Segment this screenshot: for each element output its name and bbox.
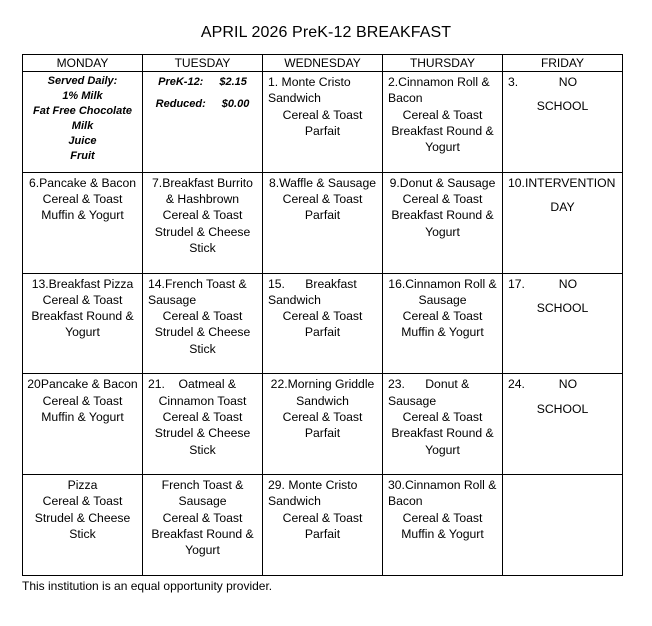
footer-note: This institution is an equal opportunity provider. xyxy=(22,579,273,593)
week-row xyxy=(23,72,623,173)
menu-line: 8.Waffle & Sausage xyxy=(268,175,377,190)
menu-line: 16.Cinnamon Roll & xyxy=(388,276,497,291)
menu-line: French Toast & xyxy=(161,478,244,493)
day-header-row xyxy=(23,55,623,72)
menu-line: Yogurt xyxy=(425,442,460,457)
menu-line: Sausage xyxy=(178,494,227,509)
price-prek-row xyxy=(143,74,262,90)
menu-cell-apr-13 xyxy=(23,273,143,374)
page-title: APRIL 2026 PreK-12 BREAKFAST xyxy=(200,24,452,41)
menu-line: Muffin & Yogurt xyxy=(41,208,124,223)
menu-line: Cereal & Toast xyxy=(282,107,363,122)
menu-line: 30.Cinnamon Roll & xyxy=(388,478,497,493)
menu-line: Cereal & Toast xyxy=(282,510,363,525)
menu-line: 22.Morning Griddle xyxy=(270,377,375,392)
day-header-monday: MONDAY xyxy=(23,55,143,72)
menu-cell-apr-24 xyxy=(503,374,623,475)
menu-line: Sausage xyxy=(388,393,437,408)
menu-cell-apr-23 xyxy=(383,374,503,475)
menu-line: 10.INTERVENTION xyxy=(508,175,616,190)
served-daily-item: Milk xyxy=(71,120,94,132)
menu-cell-apr-16 xyxy=(383,273,503,374)
menu-line: 3. NO xyxy=(508,75,578,89)
menu-line: & Hashbrown xyxy=(165,192,240,207)
price-prek-label: PreK-12: xyxy=(158,76,204,88)
menu-line: Parfait xyxy=(304,426,341,441)
menu-cell-apr-6 xyxy=(23,172,143,273)
week-row xyxy=(23,172,623,273)
menu-line: Yogurt xyxy=(185,543,220,558)
served-daily-heading: Served Daily: xyxy=(47,75,118,87)
menu-line: Sandwich xyxy=(268,91,321,106)
menu-line: SCHOOL xyxy=(536,300,589,315)
menu-line: Cereal & Toast xyxy=(402,192,483,207)
menu-line: Strudel & Cheese xyxy=(34,510,131,525)
menu-cell-apr-21 xyxy=(143,374,263,475)
menu-line: Cereal & Toast xyxy=(42,393,123,408)
menu-line: Breakfast Round & xyxy=(391,208,494,223)
week-row xyxy=(23,374,623,475)
menu-line: Cereal & Toast xyxy=(42,292,123,307)
menu-line: Yogurt xyxy=(425,140,460,155)
menu-cell-apr-30 xyxy=(383,475,503,576)
served-daily-item: 1% Milk xyxy=(62,90,103,102)
menu-line: Strudel & Cheese xyxy=(154,325,251,340)
menu-line: SCHOOL xyxy=(536,401,589,416)
menu-line: Bacon xyxy=(388,494,423,509)
menu-line: Cereal & Toast xyxy=(162,510,243,525)
menu-line: Cinnamon Toast xyxy=(158,393,247,408)
menu-line: Stick xyxy=(189,341,216,356)
menu-cell-apr-29 xyxy=(263,475,383,576)
menu-cell-apr-27 xyxy=(23,475,143,576)
week-row xyxy=(23,475,623,576)
served-daily-item: Juice xyxy=(68,135,97,147)
menu-line: Cereal & Toast xyxy=(162,309,243,324)
served-daily-cell xyxy=(23,72,143,173)
menu-line: 24. NO xyxy=(508,377,578,392)
menu-line: Muffin & Yogurt xyxy=(401,325,484,340)
menu-line: 14.French Toast & xyxy=(148,276,247,291)
menu-line: Strudel & Cheese xyxy=(154,426,251,441)
menu-line: Sandwich xyxy=(268,292,321,307)
menu-cell-apr-20 xyxy=(23,374,143,475)
menu-line: 6.Pancake & Bacon xyxy=(28,175,137,190)
empty-cell xyxy=(503,475,623,576)
menu-line: Breakfast Round & xyxy=(151,527,254,542)
day-header-thursday: THURSDAY xyxy=(383,55,503,72)
menu-line: Sausage xyxy=(418,292,467,307)
menu-line: 29. Monte Cristo xyxy=(268,478,358,493)
menu-line: 13.Breakfast Pizza xyxy=(31,276,134,291)
menu-line: Cereal & Toast xyxy=(162,409,243,424)
served-daily-item: Fat Free Chocolate xyxy=(32,105,133,117)
menu-line: Stick xyxy=(69,527,96,542)
menu-line: Bacon xyxy=(388,91,423,106)
menu-line: Cereal & Toast xyxy=(402,510,483,525)
day-header-wednesday: WEDNESDAY xyxy=(263,55,383,72)
menu-line: DAY xyxy=(550,200,575,215)
menu-line: Muffin & Yogurt xyxy=(401,527,484,542)
menu-cell-apr-17 xyxy=(503,273,623,374)
menu-cell-apr-3 xyxy=(503,72,623,173)
menu-line: Parfait xyxy=(304,208,341,223)
price-prek-value: $2.15 xyxy=(219,76,247,88)
served-daily-item: Fruit xyxy=(70,150,95,162)
menu-line: 9.Donut & Sausage xyxy=(389,175,496,190)
menu-line: Sandwich xyxy=(268,494,321,509)
price-reduced-value: $0.00 xyxy=(221,98,250,110)
menu-line: 7.Breakfast Burrito xyxy=(152,175,253,190)
menu-line: Yogurt xyxy=(425,224,460,239)
menu-line: Cereal & Toast xyxy=(162,208,243,223)
menu-line: Pizza xyxy=(67,478,98,493)
menu-cell-apr-15 xyxy=(263,273,383,374)
menu-line: Muffin & Yogurt xyxy=(41,409,124,424)
menu-cell-apr-7 xyxy=(143,172,263,273)
price-reduced-label: Reduced: xyxy=(155,98,206,110)
menu-cell-apr-9 xyxy=(383,172,503,273)
menu-line: Parfait xyxy=(304,527,341,542)
day-header-tuesday: TUESDAY xyxy=(143,55,263,72)
menu-line: Parfait xyxy=(304,325,341,340)
week-row xyxy=(23,273,623,374)
menu-line: 1. Monte Cristo xyxy=(268,75,351,89)
menu-line: 17. NO xyxy=(508,276,578,291)
menu-line: Parfait xyxy=(304,123,341,138)
menu-cell-apr-1 xyxy=(263,72,383,173)
menu-line: Cereal & Toast xyxy=(282,409,363,424)
menu-line: Cereal & Toast xyxy=(402,409,483,424)
prices-cell xyxy=(143,72,263,173)
price-reduced-row xyxy=(143,96,262,112)
menu-cell-apr-10 xyxy=(503,172,623,273)
menu-line: 20Pancake & Bacon xyxy=(27,377,138,392)
menu-line: Breakfast Round & xyxy=(391,426,494,441)
menu-line: Cereal & Toast xyxy=(282,192,363,207)
menu-line: 23. Donut & xyxy=(388,377,470,392)
day-header-friday: FRIDAY xyxy=(503,55,623,72)
menu-line: Stick xyxy=(189,442,216,457)
menu-line: Yogurt xyxy=(65,325,100,340)
menu-line: Breakfast Round & xyxy=(31,309,134,324)
menu-line: Strudel & Cheese xyxy=(154,224,251,239)
menu-line: SCHOOL xyxy=(536,99,589,114)
menu-line: Breakfast Round & xyxy=(391,123,494,138)
menu-line: Stick xyxy=(189,240,216,255)
menu-line: 15. Breakfast xyxy=(268,276,357,291)
menu-cell-apr-8 xyxy=(263,172,383,273)
menu-line: Cereal & Toast xyxy=(402,309,483,324)
menu-line: Cereal & Toast xyxy=(42,192,123,207)
menu-cell-apr-28 xyxy=(143,475,263,576)
menu-line: Sandwich xyxy=(296,393,349,408)
menu-line: Sausage xyxy=(148,292,197,307)
menu-line: Cereal & Toast xyxy=(42,494,123,509)
menu-cell-apr-2 xyxy=(383,72,503,173)
menu-cell-apr-14 xyxy=(143,273,263,374)
menu-line: 21. Oatmeal & xyxy=(148,377,237,392)
menu-line: Cereal & Toast xyxy=(402,107,483,122)
menu-cell-apr-22 xyxy=(263,374,383,475)
breakfast-calendar xyxy=(22,54,623,576)
menu-line: 2.Cinnamon Roll & xyxy=(388,75,490,89)
menu-line: Cereal & Toast xyxy=(282,309,363,324)
